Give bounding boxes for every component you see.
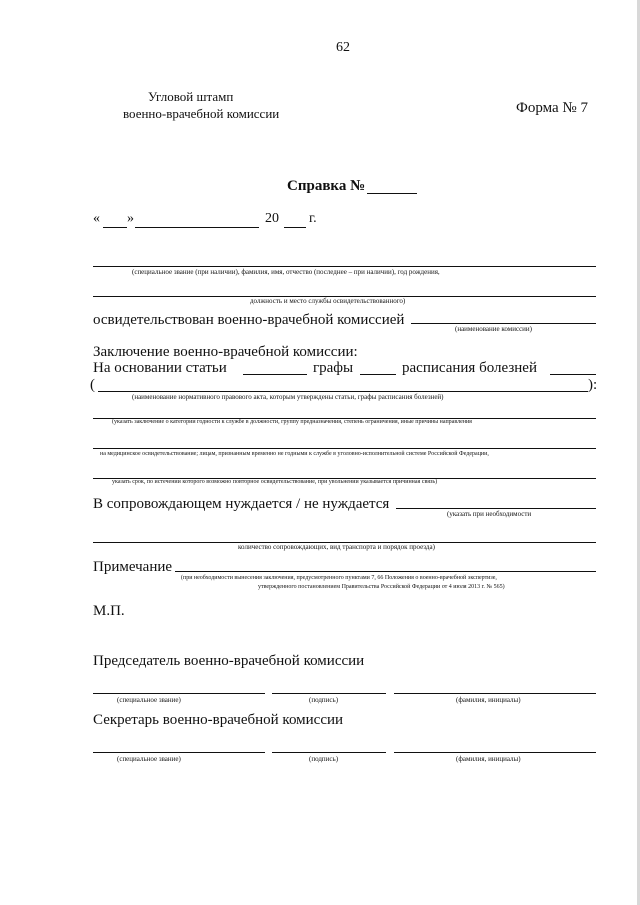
form-label: Форма № 7 bbox=[516, 100, 588, 116]
examined-label: освидетельствован военно-врачебной комиссией bbox=[93, 312, 405, 328]
basis-label-schedule: расписания болезней bbox=[402, 360, 537, 376]
secretary-signature-field[interactable] bbox=[272, 752, 386, 753]
caption-escort-need: (указать при необходимости bbox=[447, 510, 532, 518]
caption-conclusion-1: (указать заключение о категории годности к службе в должности, группу предназначения, степень ограничения, иные причины направления bbox=[112, 419, 472, 425]
commission-name-field[interactable] bbox=[411, 323, 596, 324]
chairman-label: Председатель военно-врачебной комиссии bbox=[93, 653, 365, 669]
stamp-line-1: Угловой штамп bbox=[148, 89, 234, 104]
basis-label-column: графы bbox=[313, 360, 354, 376]
legal-act-field[interactable] bbox=[98, 391, 588, 392]
escort-field[interactable] bbox=[396, 508, 596, 509]
stamp-line-2: военно-врачебной комиссии bbox=[123, 106, 280, 121]
basis-label-article: На основании статьи bbox=[93, 360, 227, 376]
conclusion-heading: Заключение военно-врачебной комиссии: bbox=[93, 344, 358, 360]
caption-person: (специальное звание (при наличии), фамилия, имя, отчество (последнее – при наличии), год рождения, bbox=[132, 268, 440, 276]
secretary-rank-field[interactable] bbox=[93, 752, 265, 753]
seal-label: М.П. bbox=[93, 603, 125, 619]
caption-escort-detail: количество сопровождающих, вид транспорта и порядок проезда) bbox=[238, 543, 435, 551]
date-close-quote: » bbox=[127, 211, 134, 226]
secretary-caption-signature: (подпись) bbox=[309, 755, 339, 763]
note-field[interactable] bbox=[175, 571, 596, 572]
secretary-caption-name: (фамилия, инициалы) bbox=[456, 755, 521, 763]
date-year-prefix: 20 bbox=[265, 211, 279, 226]
secretary-label: Секретарь военно-врачебной комиссии bbox=[93, 712, 344, 728]
column-field[interactable] bbox=[360, 374, 396, 375]
date-year-field[interactable] bbox=[284, 227, 306, 228]
secretary-caption-rank: (специальное звание) bbox=[117, 755, 181, 763]
paren-close: ): bbox=[588, 377, 598, 393]
person-field[interactable] bbox=[93, 266, 596, 267]
caption-position: должность и место службы освидетельствованного) bbox=[250, 297, 406, 305]
document-title: Справка № bbox=[287, 178, 366, 194]
note-label: Примечание bbox=[93, 559, 173, 575]
chairman-caption-signature: (подпись) bbox=[309, 696, 339, 704]
caption-note-1: (при необходимости вынесения заключения, предусмотренного пунктами 7, 66 Положения о военно-врачебной экспертизе, bbox=[181, 575, 497, 581]
chairman-signature-field[interactable] bbox=[272, 693, 386, 694]
caption-conclusion-3: указать срок, по истечении которого возможно повторное освидетельствование, при увольнении указывается причинная связь) bbox=[112, 479, 438, 485]
date-month-field[interactable] bbox=[135, 227, 259, 228]
conclusion-field-2[interactable] bbox=[93, 448, 596, 449]
page-number: 62 bbox=[336, 40, 350, 55]
date-day-field[interactable] bbox=[103, 227, 127, 228]
chairman-rank-field[interactable] bbox=[93, 693, 265, 694]
secretary-name-field[interactable] bbox=[394, 752, 596, 753]
certificate-number-field[interactable] bbox=[367, 193, 417, 194]
caption-act: (наименование нормативного правового акта, которым утверждены статьи, графы расписания болезней) bbox=[132, 393, 444, 401]
caption-note-2: утвержденного постановлением Правительства Российской Федерации от 4 июля 2013 г. № 565) bbox=[258, 584, 505, 590]
date-suffix: г. bbox=[309, 211, 317, 226]
date-open-quote: « bbox=[93, 211, 100, 226]
chairman-name-field[interactable] bbox=[394, 693, 596, 694]
caption-conclusion-2: на медицинское освидетельствование; лицам, признанным временно не годными к службе в уголовно-исполнительной системе Российской Федерации, bbox=[100, 451, 489, 457]
chairman-caption-name: (фамилия, инициалы) bbox=[456, 696, 521, 704]
schedule-field[interactable] bbox=[550, 374, 596, 375]
chairman-caption-rank: (специальное звание) bbox=[117, 696, 181, 704]
caption-commission: (наименование комиссии) bbox=[455, 325, 533, 333]
paren-open: ( bbox=[90, 377, 95, 393]
article-field[interactable] bbox=[243, 374, 307, 375]
escort-label: В сопровождающем нуждается / не нуждается bbox=[93, 496, 390, 512]
